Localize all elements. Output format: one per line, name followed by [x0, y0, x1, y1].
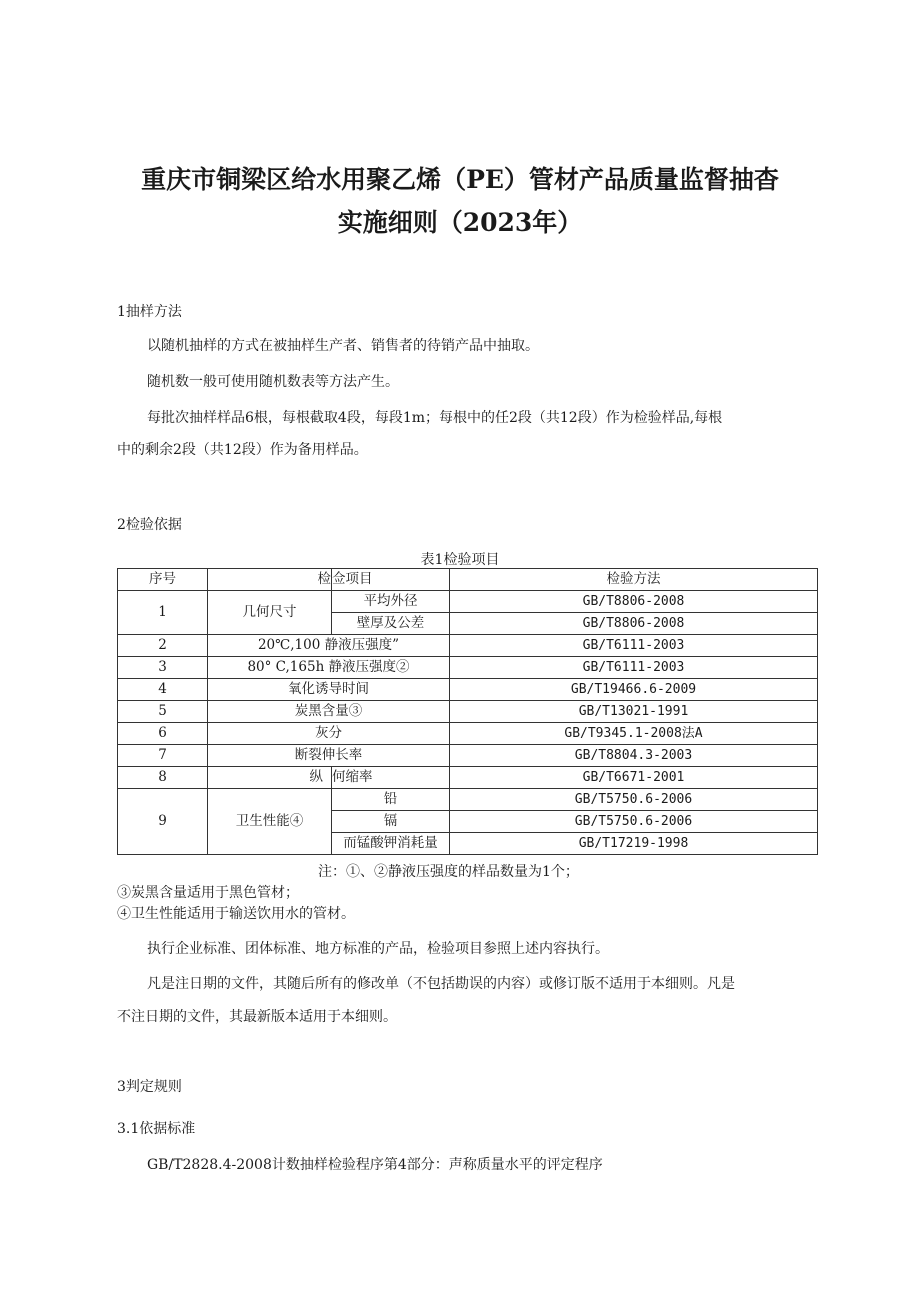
table-note: ④卫生性能适用于输送饮用水的管材。 [117, 906, 355, 922]
row-group: 几何尺寸 [208, 591, 332, 635]
table-row [118, 635, 818, 657]
row-method: GB/T13021-1991 [450, 701, 818, 723]
section1-heading: 1抽样方法 [117, 304, 182, 320]
document-title-line2: 实施细则（2023年） [337, 208, 583, 237]
row-subitem: 壁厚及公差 [332, 613, 450, 635]
table-caption: 表1检验项目 [420, 552, 500, 568]
section2-paragraph-continued: 不注日期的文件，其最新版本适用于本细则。 [117, 1009, 397, 1025]
row-method: GB/T8806-2008 [450, 591, 818, 613]
row-subitem: 镉 [332, 811, 450, 833]
table-row [118, 723, 818, 745]
section2-heading: 2检验依据 [117, 517, 182, 533]
section3-subheading: 3.1依据标准 [117, 1121, 196, 1137]
table-header-row [118, 569, 818, 591]
header-method: 检验方法 [450, 569, 818, 591]
table-note: 注：①、②静液压强度的样品数量为1个； [318, 864, 579, 880]
row-no: 8 [118, 767, 208, 789]
row-method: GB/T17219-1998 [450, 833, 818, 855]
row-method: GB/T6111-2003 [450, 657, 818, 679]
header-item-b: 佥项目 [332, 569, 450, 591]
header-no: 序号 [118, 569, 208, 591]
header-item-a: 检 [208, 569, 332, 591]
section1-paragraph: 随机数一般可使用随机数表等方法产生。 [147, 374, 399, 390]
section2-paragraph: 执行企业标准、团体标准、地方标准的产品，检验项目参照上述内容执行。 [147, 941, 609, 957]
row-item: 炭黑含量③ [208, 701, 450, 723]
section1-paragraph: 以随机抽样的方式在被抽样生产者、销售者的待销产品中抽取。 [147, 338, 539, 354]
table-row [118, 591, 818, 613]
section1-paragraph-continued: 中的剩余2段（共12段）作为备用样品。 [117, 442, 368, 458]
row-item: 20℃,100 静液压强度” [208, 635, 450, 657]
row-no: 9 [118, 789, 208, 855]
table-note: ③炭黑含量适用于黑色管材； [117, 885, 299, 901]
row-method: GB/T6111-2003 [450, 635, 818, 657]
row-subitem: 而锰酸钾消耗量 [332, 833, 450, 855]
table-row [118, 745, 818, 767]
table-row [118, 701, 818, 723]
row-item: 断裂伸长率 [208, 745, 450, 767]
row-method: GB/T8806-2008 [450, 613, 818, 635]
section2-paragraph: 凡是注日期的文件，其随后所有的修改单（不包括勘误的内容）或修订版不适用于本细则。凡是 [147, 976, 735, 992]
row-no: 7 [118, 745, 208, 767]
table-row [118, 679, 818, 701]
row-subitem: 平均外径 [332, 591, 450, 613]
row-group: 卫生性能④ [208, 789, 332, 855]
row-method: GB/T19466.6-2009 [450, 679, 818, 701]
inspection-table [117, 568, 818, 855]
row-item: 氧化诱导时间 [208, 679, 450, 701]
row-no: 5 [118, 701, 208, 723]
row-subitem: 铅 [332, 789, 450, 811]
row-item-a: 纵 [208, 767, 332, 789]
row-item: 灰分 [208, 723, 450, 745]
table-row [118, 657, 818, 679]
document-title-line1: 重庆市铜梁区给水用聚乙烯（PE）管材产品质量监督抽杳 [141, 165, 779, 194]
row-no: 2 [118, 635, 208, 657]
row-no: 1 [118, 591, 208, 635]
section3-heading: 3判定规则 [117, 1079, 182, 1095]
row-method: GB/T5750.6-2006 [450, 811, 818, 833]
row-no: 3 [118, 657, 208, 679]
row-method: GB/T5750.6-2006 [450, 789, 818, 811]
row-method: GB/T8804.3-2003 [450, 745, 818, 767]
row-item-b: 何缩率 [332, 767, 450, 789]
section3-paragraph: GB/T2828.4-2008计数抽样检验程序第4部分：声称质量水平的评定程序 [147, 1157, 603, 1173]
row-method: GB/T6671-2001 [450, 767, 818, 789]
section1-paragraph: 每批次抽样样品6根，每根截取4段，每段1m；每根中的任2段（共12段）作为检验样品,每根 [147, 410, 723, 426]
table-row [118, 767, 818, 789]
row-item: 80° C,165h 静液压强度② [208, 657, 450, 679]
row-no: 4 [118, 679, 208, 701]
table-row [118, 789, 818, 811]
row-method: GB/T9345.1-2008法A [450, 723, 818, 745]
row-no: 6 [118, 723, 208, 745]
